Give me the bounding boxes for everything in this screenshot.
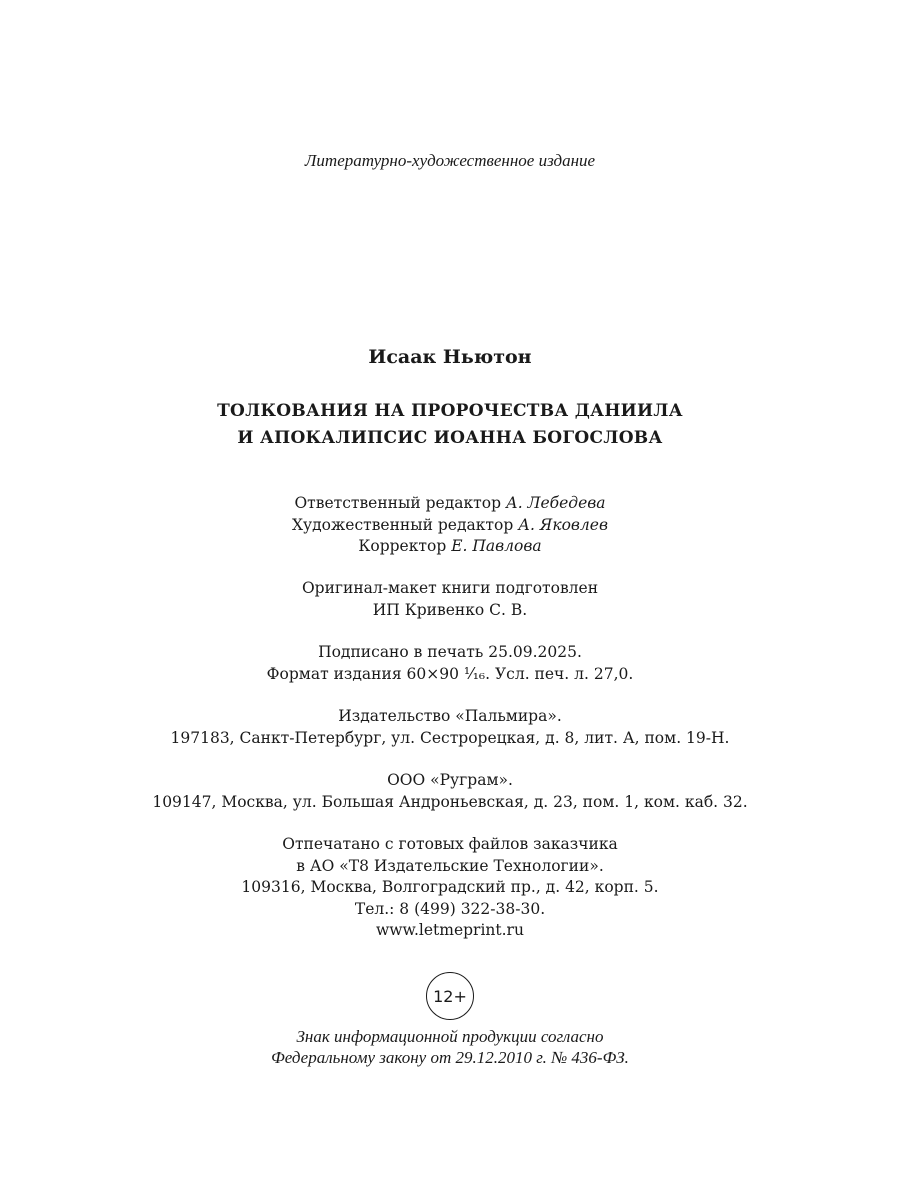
- editor-line-chief: [0, 493, 900, 515]
- rugram-name: ООО «Руграм».: [387, 771, 513, 789]
- author-name: Исаак Ньютон: [368, 346, 532, 368]
- layout-line-2: ИП Кривенко С. В.: [372, 600, 528, 619]
- editor-role: Ответственный редактор: [294, 494, 502, 512]
- printer-website: www.letmeprint.ru: [376, 921, 524, 939]
- editor-role: Корректор: [358, 537, 447, 555]
- genre-label: Литературно-художественное издание: [304, 151, 596, 170]
- legal-notice: [0, 1026, 900, 1068]
- publisher-block: [0, 706, 900, 749]
- editor-name: А. Лебедева: [505, 494, 606, 512]
- format-info: Формат издания 60×90 ¹⁄₁₆. Усл. печ. л. 27,0.: [266, 664, 634, 683]
- printer-phone: Тел.: 8 (499) 322-38-30.: [354, 899, 546, 918]
- legal-notice-line-1: Знак информационной продукции согласно: [296, 1027, 604, 1046]
- signed-date: Подписано в печать 25.09.2025.: [318, 643, 582, 661]
- book-title: [0, 398, 900, 452]
- publisher-address: 197183, Санкт-Петербург, ул. Сестрорецкая, д. 8, лит. А, пом. 19-Н.: [170, 728, 730, 747]
- age-rating-badge: 12+: [426, 972, 474, 1020]
- printer-block: [0, 834, 900, 942]
- rugram-block: [0, 770, 900, 813]
- printer-line-2: в АО «Т8 Издательские Технологии».: [296, 856, 604, 875]
- publisher-name: Издательство «Пальмира».: [338, 707, 562, 725]
- print-info-block: [0, 642, 900, 685]
- printer-line-1: Отпечатано с готовых файлов заказчика: [282, 835, 618, 853]
- printer-address: 109316, Москва, Волгоградский пр., д. 42, корп. 5.: [241, 878, 659, 896]
- editor-name: А. Яковлев: [518, 515, 608, 534]
- editor-name: Е. Павлова: [451, 537, 542, 555]
- legal-notice-line-2: Федеральному закону от 29.12.2010 г. № 436-ФЗ.: [271, 1048, 629, 1067]
- book-title-line-2: И АПОКАЛИПСИС ИОАННА БОГОСЛОВА: [237, 428, 663, 448]
- rugram-address: 109147, Москва, ул. Большая Андроньевская, д. 23, пом. 1, ком. каб. 32.: [152, 792, 748, 811]
- editors-block: [0, 493, 900, 558]
- editor-line-art: [0, 515, 900, 537]
- editor-line-proofreader: [0, 536, 900, 558]
- editor-role: Художественный редактор: [291, 515, 514, 534]
- layout-block: [0, 578, 900, 621]
- book-title-line-1: ТОЛКОВАНИЯ НА ПРОРОЧЕСТВА ДАНИИЛА: [217, 401, 683, 421]
- layout-line-1: Оригинал-макет книги подготовлен: [301, 579, 599, 597]
